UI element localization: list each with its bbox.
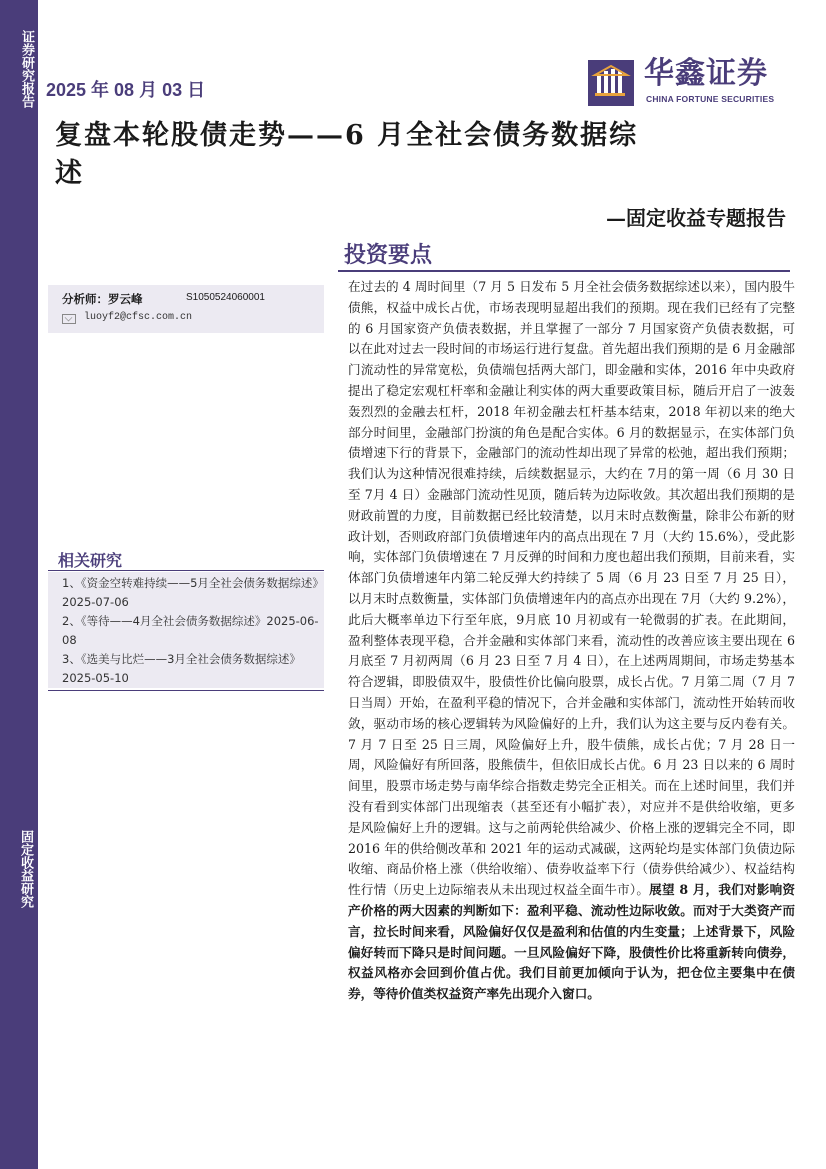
report-subtitle: —固定收益专题报告 (606, 206, 786, 230)
related-item[interactable]: 2、《等待——4月全社会债务数据综述》2025-06-08 (62, 614, 319, 647)
logo-text-cn: 华鑫证券 (644, 56, 768, 91)
related-divider-bottom (48, 690, 324, 691)
sidebar-bottom-label: 固定收益研究 (18, 830, 33, 908)
section-heading: 投资要点 (344, 242, 433, 268)
mail-icon (62, 314, 76, 324)
related-research-heading: 相关研究 (58, 551, 123, 570)
report-title: 复盘本轮股债走势——6 月全社会债务数据综 (55, 120, 639, 151)
analyst-info (48, 285, 324, 333)
report-date: 2025 年 08 月 03 日 (46, 80, 206, 100)
report-title-line2: 述 (55, 158, 82, 189)
investment-summary (348, 277, 795, 1005)
related-research-list (48, 572, 324, 688)
related-divider-top (48, 570, 324, 571)
related-item[interactable]: 3、《选美与比烂——3月全社会债务数据综述》2025-05-10 (62, 652, 301, 685)
logo-mark-icon (588, 60, 634, 106)
summary-outlook: 展望 8 月，我们对影响资产价格的两大因素的判断如下：盈利平稳、流动性边际收敛。而对于大类资产而言，拉长时间来看，风险偏好仅仅是盈利和估值的内生变量；上述背景下，风险偏好转而下降只是时间问题。一旦风险偏好下降，股债性价比将重新转向债券，权益风格亦会回到价值占优。我们目前更加倾向于认为，把仓位主要集中在债券，等待价值类权益资产率先出现介入窗口。 (348, 882, 795, 1002)
sidebar-top-label: 证券研究报告 (19, 30, 34, 108)
summary-paragraph: 在过去的 4 周时间里（7 月 5 日发布 5 月全社会债务数据综述以来），国内股牛债熊，权益中成长占优，市场表现明显超出我们的预期。现在我们已经有了完整的 6 月国家资产负债表数据，并且掌握了一部分 7 月国家资产负债表数据，可以在此对过去一段时间的市场运行进行复盘。首先超出我们预期的是 6 月金融部门流动性的异常宽松，负债端包括两大部门，即金融和实体，2016 年中央政府提出了稳定宏观杠杆率和金融让利实体的两大重要政策目标，随后开启了一波轰轰烈烈的金融去杠杆，2018 年初金融去杠杆基本结束，2018 年初以来的绝大部分时间里，金融部门扮演的角色是配合实体。6 月的数据显示，在实体部门负债增速下行的背景下，金融部门的流动性却出现了异常的松弛，超出我们预期；我们认为这种情况很难持续，后续数据显示，大约在 7月的第一周（6 月 30 日至 7月 4 日）金融部门流动性见顶，随后转为边际收敛。其次超出我们预期的是财政前置的力度，目前数据已经比较清楚，以月末时点数衡量，除非公布新的财政计划，否则政府部门负债增速年内的高点出现在 7 月（大约 15.6%），受此影响，实体部门负债增速在 7 月反弹的时间和力度也超出我们预期，目前来看，实体部门负债增速年内第二轮反弹大约持续了 5 周（6 月 23 日至 7 月 25 日），以月末时点数衡量，实体部门负债增速年内的高点亦出现在 7月（大约 9.2%），此后大概率单边下行至年底，9月底 10 月初或有一轮微弱的扩表。在此期间，盈利整体表现平稳，合并金融和实体部门来看，流动性的改善应该主要出现在 6 月底至 7 月初两周（6 月 23 日至 7 月 4 日），在上述两周期间，市场走势基本符合逻辑，即股债双牛，股债性价比偏向股票，成长占优。7 月第二周（7 月 7 日当周）开始，在盈利平稳的情况下，合并金融和实体部门，流动性开始转而收敛，驱动市场的核心逻辑转为风险偏好的上升，我们认为这主要与反内卷有关。7 月 7 日至 25 日三周，风险偏好上升，股牛债熊，成长占优；7 月 28 日一周，风险偏好有所回落，股熊债牛，但依旧成长占优。6 月 23 日以来的 6 周时间里，股票市场走势与南华综合指数走势完全正相关。而在上述时间里，我们并没有看到实体部门出现缩表（甚至还有小幅扩表），对应并不是供给收缩，更多是风险偏好上升的逻辑。这与之前两轮供给减少、价格上涨的逻辑完全不同，即 2016 年的供给侧改革和 2021 年的运动式减碳，这两轮均是实体部门负债边际收缩、商品价格上涨（供给收缩）、债券收益率下行（债券供给减少）、权益结构性行情（历史上边际缩表从未出现过权益全面牛市）。 (348, 279, 795, 898)
left-sidebar (0, 0, 38, 1169)
analyst-email[interactable]: luoyf2@cfsc.com.cn (84, 312, 193, 323)
related-item[interactable]: 1、《资金空转难持续——5月全社会债务数据综述》2025-07-06 (62, 576, 319, 609)
analyst-name: 分析师：罗云峰 (62, 292, 143, 306)
logo-text-en: CHINA FORTUNE SECURITIES (646, 94, 775, 104)
section-divider (338, 270, 790, 272)
analyst-cert-id: S1050524060001 (186, 292, 265, 303)
company-logo (588, 56, 788, 108)
